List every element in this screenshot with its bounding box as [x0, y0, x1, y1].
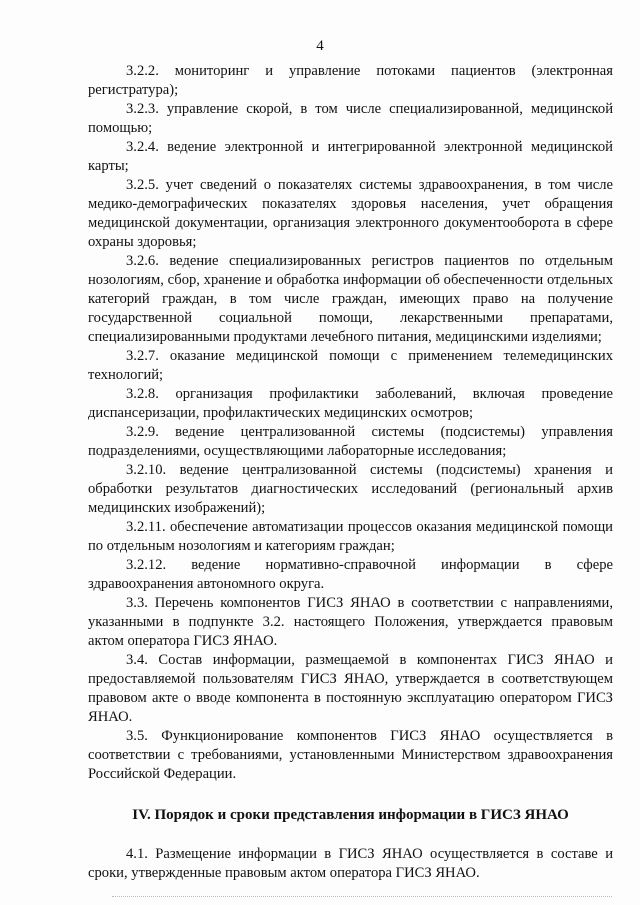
- paragraph-3-2-8: 3.2.8. организация профилактики заболеваний, включая проведение диспансеризации, профилактических медицинских осмотров;: [88, 386, 613, 421]
- paragraph-3-5: 3.5. Функционирование компонентов ГИСЗ ЯНАО осуществляется в соответствии с требованиями, установленными Министерством здравоохранения Российской Федерации.: [88, 728, 613, 782]
- paragraph-3-2-10: 3.2.10. ведение централизованной системы (подсистемы) хранения и обработки результатов диагностических исследований (региональный архив медицинских изображений);: [88, 462, 613, 516]
- paragraph-3-2-3: 3.2.3. управление скорой, в том числе специализированной, медицинской помощью;: [88, 101, 613, 136]
- paragraph-3-2-11: 3.2.11. обеспечение автоматизации процессов оказания медицинской помощи по отдельным нозологиям и категориям граждан;: [88, 519, 613, 554]
- paragraph-3-2-5: 3.2.5. учет сведений о показателях системы здравоохранения, в том числе медико-демографических показателях здоровья населения, учет обращения медицинской документации, организация электронного документооборота в сфере охраны здоровья;: [88, 177, 613, 250]
- paragraph-3-2-6: 3.2.6. ведение специализированных регистров пациентов по отдельным нозологиям, сбор, хранение и обработка информации об обеспеченности отдельных категорий граждан, в том числе граждан, имеющих право на получение государственной социальной помощи, лекарственными препаратами, специализированными продуктами лечебного питания, медицинскими изделиями;: [88, 253, 613, 345]
- paragraph-3-2-4: 3.2.4. ведение электронной и интегрированной электронной медицинской карты;: [88, 139, 613, 174]
- paragraph-3-3: 3.3. Перечень компонентов ГИСЗ ЯНАО в соответствии с направлениями, указанными в подпункте 3.2. настоящего Положения, утверждается правовым актом оператора ГИСЗ ЯНАО.: [88, 595, 613, 649]
- document-body: [88, 62, 613, 883]
- paragraph-4-1: 4.1. Размещение информации в ГИСЗ ЯНАО осуществляется в составе и сроки, утвержденные правовым актом оператора ГИСЗ ЯНАО.: [88, 846, 613, 881]
- page-number: 4: [316, 38, 324, 54]
- paragraph-3-2-2: 3.2.2. мониторинг и управление потоками пациентов (электронная регистратура);: [88, 63, 613, 98]
- paragraph-3-2-12: 3.2.12. ведение нормативно-справочной информации в сфере здравоохранения автономного округа.: [88, 557, 613, 592]
- paragraph-3-4: 3.4. Состав информации, размещаемой в компонентах ГИСЗ ЯНАО и предоставляемой пользователям ГИСЗ ЯНАО, утверждается в соответствующем правовом акте о вводе компонента в постоянную эксплуатацию оператором ГИСЗ ЯНАО.: [88, 652, 613, 725]
- section-heading: IV. Порядок и сроки представления информации в ГИСЗ ЯНАО: [132, 807, 569, 823]
- paragraph-3-2-9: 3.2.9. ведение централизованной системы (подсистемы) управления подразделениями, осуществляющими лабораторные исследования;: [88, 424, 613, 459]
- paragraph-3-2-7: 3.2.7. оказание медицинской помощи с применением телемедицинских технологий;: [88, 348, 613, 383]
- scan-edge-artifact: [112, 896, 612, 899]
